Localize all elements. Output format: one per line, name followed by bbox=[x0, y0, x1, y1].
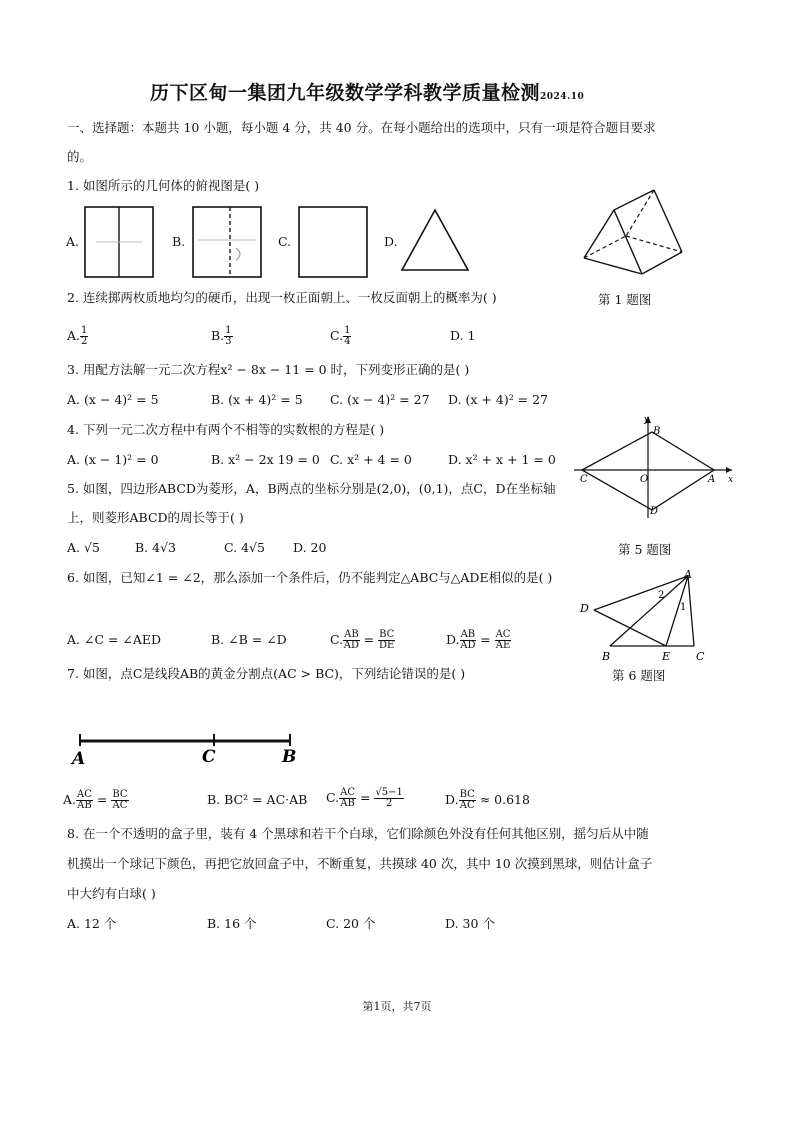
q6-triangle-figure bbox=[578, 568, 712, 662]
q4-stem: 4. 下列一元二次方程中有两个不相等的实数根的方程是( ) bbox=[67, 422, 385, 437]
q5-option-b: B. 4√3 bbox=[135, 540, 177, 555]
title-date: 2024.10 bbox=[540, 92, 585, 102]
q2-c-num: 1 bbox=[344, 325, 351, 336]
q7-d-frac bbox=[459, 790, 476, 811]
q3-option-c: C. (x − 4)² = 27 bbox=[330, 392, 430, 407]
q6-label-1: 1 bbox=[680, 602, 687, 613]
q7-c-d: AB bbox=[340, 798, 355, 809]
q5-label-d: D bbox=[650, 506, 659, 517]
q7-a-frac1 bbox=[76, 790, 93, 811]
q8-option-d: D. 30 个 bbox=[445, 916, 495, 931]
q5-label-y: y bbox=[644, 415, 650, 425]
section-heading-line1: 一、选择题：本题共 10 小题，每小题 4 分，共 40 分。在每小题给出的选项中，只有一项是符合题目要求 bbox=[67, 120, 656, 135]
q6-c-prefix: C. bbox=[330, 632, 344, 647]
q3-option-a: A. (x − 4)² = 5 bbox=[67, 392, 159, 407]
q1-option-d-label: D. bbox=[384, 234, 398, 249]
q6-c-frac1 bbox=[343, 630, 360, 651]
q1-option-c-figure bbox=[298, 206, 368, 278]
q2-c-den: 4 bbox=[344, 336, 351, 347]
q2-option-c bbox=[330, 326, 351, 347]
q3-option-d: D. (x + 4)² = 27 bbox=[448, 392, 549, 407]
q8-option-a: A. 12 个 bbox=[67, 916, 117, 931]
q4-option-c: C. x² + 4 = 0 bbox=[330, 452, 412, 467]
q7-a-n1: AC bbox=[77, 789, 92, 800]
q5-rhombus-figure bbox=[572, 414, 738, 522]
q1-stem: 1. 如图所示的几何体的俯视图是( ) bbox=[67, 178, 260, 193]
section-heading-line2: 的。 bbox=[67, 149, 93, 164]
q6-label-b: B bbox=[602, 650, 611, 663]
q6-label-c: C bbox=[696, 650, 705, 663]
q7-label-a: A bbox=[72, 749, 86, 769]
q4-option-a: A. (x − 1)² = 0 bbox=[67, 452, 159, 467]
q4-option-d: D. x² + x + 1 = 0 bbox=[448, 452, 556, 467]
q1-option-a-figure bbox=[84, 206, 154, 278]
q2-option-b bbox=[211, 326, 233, 347]
q6-option-b: B. ∠B = ∠D bbox=[211, 632, 287, 647]
q3-option-b: B. (x + 4)² = 5 bbox=[211, 392, 303, 407]
q2-option-d: D. 1 bbox=[450, 328, 476, 343]
q6-c-d2: DE bbox=[379, 640, 395, 651]
q6-label-e: E bbox=[662, 650, 671, 663]
q6-d-prefix: D. bbox=[446, 632, 460, 647]
q2-c-prefix: C. bbox=[330, 328, 344, 343]
q6-d-frac1 bbox=[460, 630, 477, 651]
q5-stem-line1: 5. 如图，四边形ABCD为菱形，A，B两点的坐标分别是(2,0)，(0,1)，点C，D在坐标轴 bbox=[67, 481, 556, 496]
q6-stem: 6. 如图，已知∠1 = ∠2，那么添加一个条件后，仍不能判定△ABC与△ADE相似的是( ) bbox=[67, 570, 553, 585]
q1-option-a-label: A. bbox=[66, 234, 80, 249]
q8-option-c: C. 20 个 bbox=[326, 916, 376, 931]
q7-label-b: B bbox=[282, 747, 297, 767]
q1-option-b-label: B. bbox=[172, 234, 186, 249]
q7-d-value: ≈ 0.618 bbox=[479, 792, 530, 807]
q7-c-d2: 2 bbox=[385, 798, 393, 809]
q7-c-n2: √5−1 bbox=[375, 787, 403, 798]
q2-b-prefix: B. bbox=[211, 328, 225, 343]
q7-option-a: A. $\frac{AC}{AB}$ = $\frac{BC}{AC}$ bbox=[63, 789, 128, 811]
q6-label-a: A bbox=[684, 568, 692, 581]
q6-c-n1: AB bbox=[344, 629, 359, 640]
q8-option-b: B. 16 个 bbox=[207, 916, 257, 931]
q7-d-n: BC bbox=[459, 789, 475, 800]
q7-a-n2: BC bbox=[112, 789, 128, 800]
q7-segment-figure bbox=[66, 732, 306, 772]
q6-c-frac2 bbox=[378, 630, 395, 651]
q4-option-b: B. x² − 2x 19 = 0 bbox=[211, 452, 320, 467]
q2-b-fraction bbox=[224, 326, 232, 347]
q5-figure-caption: 第 5 题图 bbox=[618, 542, 672, 557]
q7-option-b: B. BC² = AC·AB bbox=[207, 792, 308, 807]
q1-option-b-figure bbox=[192, 206, 262, 278]
page-title bbox=[150, 78, 584, 105]
q6-d-d2: AE bbox=[495, 640, 511, 651]
page-footer: 第1页，共7页 bbox=[362, 1000, 432, 1013]
q2-b-den: 3 bbox=[225, 336, 232, 347]
q6-label-2: 2 bbox=[658, 590, 665, 601]
q8-stem-line1: 8. 在一个不透明的盒子里，装有 4 个黑球和若干个白球，它们除颜色外没有任何其他区别，摇匀后从中随 bbox=[67, 826, 649, 841]
q5-label-c: C bbox=[580, 474, 588, 485]
q1-option-c-label: C. bbox=[278, 234, 292, 249]
q1-figure-caption: 第 1 题图 bbox=[598, 292, 652, 307]
q5-label-b: B bbox=[653, 426, 661, 437]
q7-a-d2: AC bbox=[112, 800, 128, 811]
q3-stem: 3. 用配方法解一元二次方程x² − 8x − 11 = 0 时，下列变形正确的是( ) bbox=[67, 362, 470, 377]
q5-label-a: A bbox=[708, 474, 716, 485]
q6-option-a: A. ∠C = ∠AED bbox=[67, 632, 162, 647]
q7-d-d: AC bbox=[459, 800, 475, 811]
q6-figure-caption: 第 6 题图 bbox=[612, 668, 666, 683]
q7-c-n: AC bbox=[340, 787, 355, 798]
q2-a-prefix: A. bbox=[67, 328, 81, 343]
q2-a-num: 1 bbox=[81, 325, 88, 336]
q5-option-c: C. 4√5 bbox=[224, 540, 265, 555]
q7-d-prefix: D. bbox=[445, 792, 459, 807]
q6-option-d: D. $\frac{AB}{AD}$ = $\frac{AC}{AE}$ bbox=[446, 629, 511, 651]
q6-label-d: D bbox=[580, 602, 589, 615]
q8-stem-line2: 机摸出一个球记下颜色，再把它放回盒子中，不断重复，共摸球 40 次，其中 10 次摸到黑球，则估计盒子 bbox=[67, 856, 653, 871]
q7-c-frac2 bbox=[374, 788, 403, 809]
q2-b-num: 1 bbox=[225, 325, 232, 336]
q6-c-d1: AD bbox=[343, 640, 359, 651]
q5-label-o: O bbox=[640, 474, 649, 485]
q5-option-a: A. √5 bbox=[67, 540, 100, 555]
q7-a-d1: AB bbox=[77, 800, 92, 811]
q7-a-prefix: A. bbox=[63, 792, 77, 807]
q1-prism-figure bbox=[580, 186, 686, 276]
q7-option-d bbox=[445, 790, 530, 811]
title-text: 历下区甸一集团九年级数学学科教学质量检测 bbox=[150, 82, 541, 104]
q7-c-frac1 bbox=[339, 788, 356, 809]
q6-option-c: C. $\frac{AB}{AD}$ = $\frac{BC}{DE}$ bbox=[330, 629, 395, 651]
q5-label-x: x bbox=[728, 475, 734, 485]
q7-a-frac2 bbox=[111, 790, 128, 811]
q6-d-n1: AB bbox=[460, 629, 476, 640]
q7-label-c: C bbox=[202, 747, 216, 767]
q2-a-den: 2 bbox=[81, 336, 88, 347]
q5-option-d: D. 20 bbox=[293, 540, 327, 555]
q7-option-c: C. $\frac{AC}{AB}$ = $\frac{√5-1}{2}$ bbox=[326, 787, 403, 809]
q6-c-n2: BC bbox=[379, 629, 395, 640]
q2-a-fraction bbox=[80, 326, 88, 347]
q6-d-d1: AD bbox=[460, 640, 476, 651]
q2-option-a bbox=[67, 326, 88, 347]
q2-c-fraction bbox=[343, 326, 351, 347]
q5-stem-line2: 上，则菱形ABCD的周长等于( ) bbox=[67, 510, 244, 525]
q6-d-n2: AC bbox=[495, 629, 511, 640]
q2-stem: 2. 连续掷两枚质地均匀的硬币，出现一枚正面朝上、一枚反面朝上的概率为( ) bbox=[67, 290, 497, 305]
q8-stem-line3: 中大约有白球( ) bbox=[67, 886, 156, 901]
q1-option-d-figure bbox=[400, 208, 470, 272]
q7-stem: 7. 如图，点C是线段AB的黄金分割点(AC > BC)，下列结论错误的是( ) bbox=[67, 666, 466, 681]
q7-c-prefix: C. bbox=[326, 790, 340, 805]
q6-d-frac2 bbox=[495, 630, 512, 651]
